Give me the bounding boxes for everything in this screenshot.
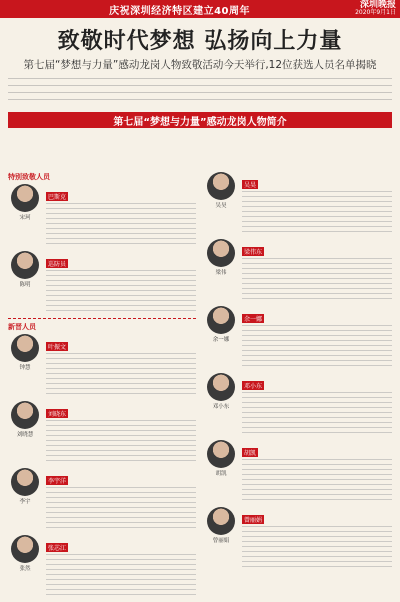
profile-card: [204, 306, 392, 369]
profile-card: [8, 334, 196, 397]
profile-card: [204, 507, 392, 570]
avatar: [207, 306, 235, 334]
profile-name: 张然: [19, 566, 31, 572]
page-title: 致敬时代梦想 弘扬向上力量: [57, 28, 343, 54]
profile-name: 钟慧: [19, 365, 31, 371]
profile-name: 李宇: [19, 499, 31, 505]
avatar: [207, 239, 235, 267]
profile-name: 宋珂: [19, 215, 31, 221]
profile-name: 曾丽娟: [212, 538, 230, 544]
paper-name: 深圳晚报: [359, 0, 396, 10]
section-title: 第七届“梦想与力量”感动龙岗人物简介: [8, 112, 392, 128]
profile-tag: 曾丽娟: [244, 517, 263, 524]
profile-name: 邓小东: [212, 404, 230, 410]
profile-name: 刘晓慧: [16, 432, 34, 438]
avatar: [11, 251, 39, 279]
profile-text: [46, 487, 196, 531]
right-column: [204, 172, 392, 602]
avatar: [11, 401, 39, 429]
profile-tag: 胡凯: [244, 450, 257, 457]
profile-text: [46, 270, 196, 314]
group-label-special: 特别致敬人员: [8, 173, 50, 181]
profile-tag: 刘晓东: [48, 411, 67, 418]
avatar: [207, 172, 235, 200]
avatar: [11, 468, 39, 496]
divider: [8, 318, 196, 319]
profile-name: 吴昊: [215, 203, 227, 209]
avatar: [207, 507, 235, 535]
profile-text: [46, 554, 196, 598]
profile-text: [242, 392, 392, 436]
group-label-new: 新晋人员: [8, 323, 36, 331]
profile-name: 余一娜: [212, 337, 230, 343]
profile-card: [204, 440, 392, 503]
profile-tag: 吴昊: [244, 182, 257, 189]
avatar: [207, 440, 235, 468]
top-banner: [0, 0, 400, 18]
profile-text: [242, 526, 392, 570]
profile-text: [46, 353, 196, 397]
profile-tag: 巴斯克: [48, 194, 67, 201]
masthead-meta: [355, 1, 396, 17]
profile-text: [46, 203, 196, 247]
profile-tag: 巡防员: [48, 261, 67, 268]
profiles-columns: [8, 172, 392, 602]
profile-card: [204, 373, 392, 436]
profile-name: 胡凯: [215, 471, 227, 477]
profile-name: 陈明: [19, 282, 31, 288]
profile-text: [242, 191, 392, 235]
profile-card: [204, 239, 392, 302]
profile-card: [204, 172, 392, 235]
profile-card: [8, 468, 196, 531]
profile-card: [8, 401, 196, 464]
issue-date: 2020年9月1日: [355, 9, 396, 16]
profile-card: [8, 184, 196, 247]
profile-tag: 余一娜: [244, 316, 263, 323]
profile-tag: 张芯江: [48, 545, 67, 552]
profile-tag: 叶振文: [48, 344, 67, 351]
profile-tag: 李宇洋: [48, 478, 67, 485]
avatar: [11, 535, 39, 563]
profile-text: [242, 325, 392, 369]
avatar: [207, 373, 235, 401]
page-subtitle: 第七届“梦想与力量”感动龙岗人物致敬活动今天举行,12位获选人员名单揭晓: [23, 59, 377, 71]
profile-text: [46, 420, 196, 464]
profile-tag: 梁伟东: [244, 249, 263, 256]
banner-title: 庆祝深圳经济特区建立40周年: [109, 5, 250, 17]
avatar: [11, 334, 39, 362]
profile-card: [8, 535, 196, 598]
left-column: [8, 172, 196, 602]
lead-paragraph: [8, 78, 392, 106]
profile-tag: 邓小东: [244, 383, 263, 390]
avatar: [11, 184, 39, 212]
profile-name: 梁伟: [215, 270, 227, 276]
profile-text: [242, 459, 392, 503]
profile-card: [8, 251, 196, 314]
profile-text: [242, 258, 392, 302]
